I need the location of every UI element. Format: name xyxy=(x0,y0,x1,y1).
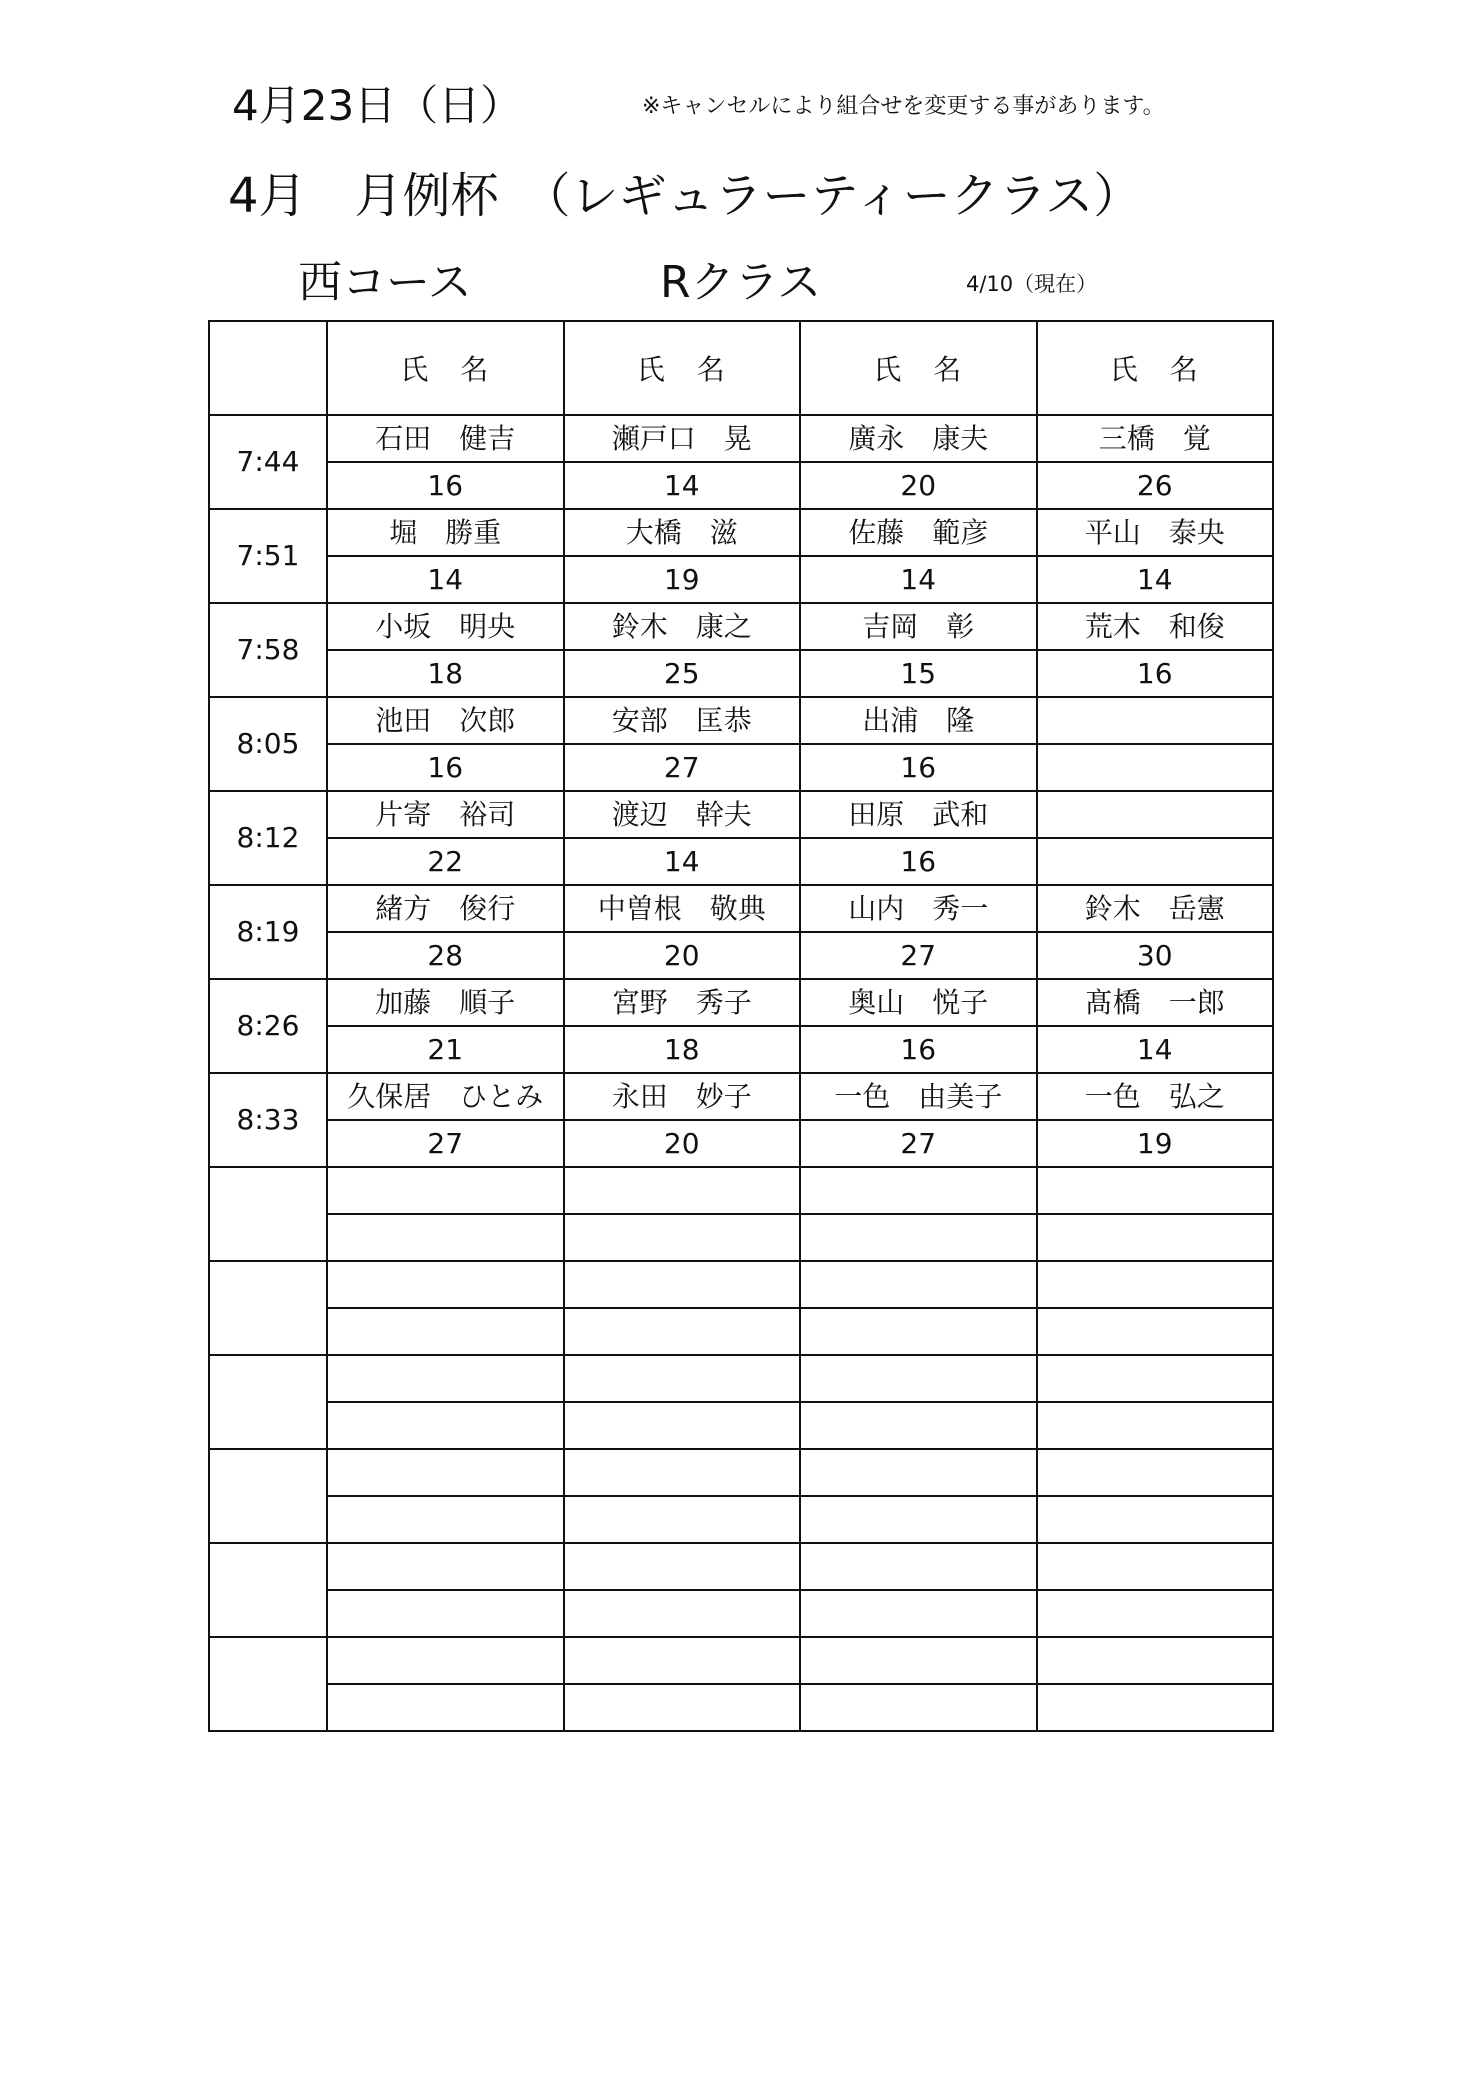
player-name-cell xyxy=(327,1449,564,1496)
tee-time-cell: 8:05 xyxy=(209,697,327,791)
player-name-cell xyxy=(1037,1543,1274,1590)
handicap-cell xyxy=(800,1590,1037,1637)
player-name-cell: 田原 武和 xyxy=(800,791,1037,838)
handicap-cell: 27 xyxy=(327,1120,564,1167)
player-name-cell xyxy=(800,1261,1037,1308)
table-row xyxy=(209,509,1273,556)
handicap-cell xyxy=(327,1214,564,1261)
name-column-header: 氏 名 xyxy=(800,321,1037,415)
handicap-cell: 26 xyxy=(1037,462,1274,509)
handicap-cell: 18 xyxy=(564,1026,801,1073)
player-name-cell xyxy=(327,1543,564,1590)
table-row xyxy=(209,1355,1273,1402)
handicap-cell: 20 xyxy=(564,1120,801,1167)
as-of-date: 4/10（現在） xyxy=(966,272,1098,296)
handicap-cell xyxy=(1037,838,1274,885)
handicap-cell: 27 xyxy=(800,1120,1037,1167)
player-name-cell: 奥山 悦子 xyxy=(800,979,1037,1026)
player-name-cell: 久保居 ひとみ xyxy=(327,1073,564,1120)
player-name-cell: 中曽根 敬典 xyxy=(564,885,801,932)
table-row xyxy=(209,838,1273,885)
handicap-cell xyxy=(564,1402,801,1449)
handicap-cell xyxy=(1037,1402,1274,1449)
player-name-cell: 鈴木 康之 xyxy=(564,603,801,650)
player-name-cell: 石田 健吉 xyxy=(327,415,564,462)
table-row xyxy=(209,462,1273,509)
player-name-cell xyxy=(1037,791,1274,838)
player-name-cell: 瀬戸口 晃 xyxy=(564,415,801,462)
player-name-cell xyxy=(564,1167,801,1214)
table-row xyxy=(209,744,1273,791)
table-row xyxy=(209,932,1273,979)
handicap-cell xyxy=(564,1684,801,1731)
handicap-cell: 19 xyxy=(564,556,801,603)
player-name-cell: 堀 勝重 xyxy=(327,509,564,556)
handicap-cell xyxy=(564,1214,801,1261)
player-name-cell: 加藤 順子 xyxy=(327,979,564,1026)
player-name-cell: 大橋 滋 xyxy=(564,509,801,556)
handicap-cell xyxy=(327,1496,564,1543)
handicap-cell: 14 xyxy=(564,462,801,509)
player-name-cell: 小坂 明央 xyxy=(327,603,564,650)
player-name-cell xyxy=(800,1637,1037,1684)
player-name-cell: 一色 由美子 xyxy=(800,1073,1037,1120)
player-name-cell xyxy=(1037,1261,1274,1308)
handicap-cell xyxy=(564,1308,801,1355)
tee-time-cell xyxy=(209,1167,327,1261)
handicap-cell xyxy=(800,1308,1037,1355)
name-column-header: 氏 名 xyxy=(327,321,564,415)
table-row xyxy=(209,1026,1273,1073)
time-column-header xyxy=(209,321,327,415)
table-row xyxy=(209,1261,1273,1308)
table-body xyxy=(209,415,1273,1731)
tee-time-cell: 8:12 xyxy=(209,791,327,885)
handicap-cell xyxy=(1037,1214,1274,1261)
player-name-cell xyxy=(564,1637,801,1684)
player-name-cell xyxy=(564,1543,801,1590)
handicap-cell xyxy=(1037,1496,1274,1543)
tee-time-cell xyxy=(209,1637,327,1731)
player-name-cell: 荒木 和俊 xyxy=(1037,603,1274,650)
tee-time-cell: 8:26 xyxy=(209,979,327,1073)
tee-time-cell xyxy=(209,1355,327,1449)
handicap-cell xyxy=(800,1214,1037,1261)
player-name-cell: 平山 泰央 xyxy=(1037,509,1274,556)
handicap-cell: 14 xyxy=(564,838,801,885)
tee-time-cell: 8:19 xyxy=(209,885,327,979)
player-name-cell xyxy=(1037,1637,1274,1684)
handicap-cell xyxy=(800,1684,1037,1731)
handicap-cell: 14 xyxy=(1037,1026,1274,1073)
name-column-header: 氏 名 xyxy=(564,321,801,415)
player-name-cell xyxy=(564,1449,801,1496)
table-row xyxy=(209,1120,1273,1167)
player-name-cell: 鈴木 岳憲 xyxy=(1037,885,1274,932)
player-name-cell: 緒方 俊行 xyxy=(327,885,564,932)
player-name-cell xyxy=(564,1261,801,1308)
player-name-cell xyxy=(564,1355,801,1402)
table-row xyxy=(209,556,1273,603)
player-name-cell: 三橋 覚 xyxy=(1037,415,1274,462)
handicap-cell: 16 xyxy=(1037,650,1274,697)
handicap-cell: 15 xyxy=(800,650,1037,697)
player-name-cell: 廣永 康夫 xyxy=(800,415,1037,462)
class-label: Rクラス xyxy=(660,257,822,308)
page-title: 4月 月例杯 （レギュラーティークラス） xyxy=(228,168,1142,224)
handicap-cell: 16 xyxy=(327,462,564,509)
tee-time-table xyxy=(208,320,1274,1732)
player-name-cell: 宮野 秀子 xyxy=(564,979,801,1026)
table-row xyxy=(209,603,1273,650)
player-name-cell xyxy=(800,1543,1037,1590)
handicap-cell xyxy=(800,1402,1037,1449)
handicap-cell: 18 xyxy=(327,650,564,697)
handicap-cell: 25 xyxy=(564,650,801,697)
handicap-cell xyxy=(1037,1308,1274,1355)
player-name-cell xyxy=(1037,697,1274,744)
table-row xyxy=(209,1590,1273,1637)
handicap-cell xyxy=(1037,1590,1274,1637)
player-name-cell: 髙橋 一郎 xyxy=(1037,979,1274,1026)
tee-time-cell xyxy=(209,1449,327,1543)
player-name-cell xyxy=(327,1637,564,1684)
player-name-cell: 吉岡 彰 xyxy=(800,603,1037,650)
table-row xyxy=(209,1543,1273,1590)
table-header-row xyxy=(209,321,1273,415)
player-name-cell xyxy=(327,1355,564,1402)
handicap-cell xyxy=(800,1496,1037,1543)
table-row xyxy=(209,791,1273,838)
table-row xyxy=(209,1308,1273,1355)
player-name-cell xyxy=(800,1355,1037,1402)
player-name-cell xyxy=(1037,1167,1274,1214)
table-row xyxy=(209,1167,1273,1214)
player-name-cell: 一色 弘之 xyxy=(1037,1073,1274,1120)
cancellation-notice: ※キャンセルにより組合せを変更する事があります。 xyxy=(642,94,1165,119)
player-name-cell: 渡辺 幹夫 xyxy=(564,791,801,838)
player-name-cell xyxy=(800,1167,1037,1214)
tee-time-cell: 7:44 xyxy=(209,415,327,509)
handicap-cell: 16 xyxy=(800,838,1037,885)
handicap-cell: 30 xyxy=(1037,932,1274,979)
table-row xyxy=(209,1402,1273,1449)
tee-time-cell xyxy=(209,1543,327,1637)
player-name-cell: 片寄 裕司 xyxy=(327,791,564,838)
player-name-cell: 永田 妙子 xyxy=(564,1073,801,1120)
handicap-cell: 28 xyxy=(327,932,564,979)
player-name-cell: 佐藤 範彦 xyxy=(800,509,1037,556)
handicap-cell: 14 xyxy=(800,556,1037,603)
handicap-cell: 27 xyxy=(800,932,1037,979)
handicap-cell xyxy=(1037,744,1274,791)
table-row xyxy=(209,650,1273,697)
table-row xyxy=(209,1073,1273,1120)
tee-time-cell: 7:51 xyxy=(209,509,327,603)
player-name-cell xyxy=(800,1449,1037,1496)
event-date: 4月23日（日） xyxy=(232,81,523,130)
table-row xyxy=(209,885,1273,932)
player-name-cell xyxy=(1037,1355,1274,1402)
player-name-cell: 池田 次郎 xyxy=(327,697,564,744)
tee-time-cell: 8:33 xyxy=(209,1073,327,1167)
player-name-cell xyxy=(327,1167,564,1214)
handicap-cell: 14 xyxy=(327,556,564,603)
player-name-cell xyxy=(1037,1449,1274,1496)
handicap-cell xyxy=(327,1684,564,1731)
table-row xyxy=(209,1214,1273,1261)
table-row xyxy=(209,1496,1273,1543)
handicap-cell xyxy=(327,1402,564,1449)
table-row xyxy=(209,1449,1273,1496)
handicap-cell xyxy=(564,1590,801,1637)
handicap-cell: 19 xyxy=(1037,1120,1274,1167)
player-name-cell: 出浦 隆 xyxy=(800,697,1037,744)
course-name: 西コース xyxy=(298,257,472,308)
player-name-cell: 山内 秀一 xyxy=(800,885,1037,932)
handicap-cell: 20 xyxy=(564,932,801,979)
tee-time-cell xyxy=(209,1261,327,1355)
name-column-header: 氏 名 xyxy=(1037,321,1274,415)
handicap-cell: 16 xyxy=(800,1026,1037,1073)
handicap-cell: 16 xyxy=(800,744,1037,791)
handicap-cell: 21 xyxy=(327,1026,564,1073)
handicap-cell xyxy=(327,1590,564,1637)
table-row xyxy=(209,1637,1273,1684)
handicap-cell: 20 xyxy=(800,462,1037,509)
handicap-cell: 27 xyxy=(564,744,801,791)
handicap-cell: 14 xyxy=(1037,556,1274,603)
handicap-cell xyxy=(564,1496,801,1543)
table-row xyxy=(209,697,1273,744)
handicap-cell: 22 xyxy=(327,838,564,885)
table-row xyxy=(209,1684,1273,1731)
handicap-cell: 16 xyxy=(327,744,564,791)
tee-time-cell: 7:58 xyxy=(209,603,327,697)
table-row xyxy=(209,415,1273,462)
player-name-cell: 安部 匡恭 xyxy=(564,697,801,744)
handicap-cell xyxy=(1037,1684,1274,1731)
player-name-cell xyxy=(327,1261,564,1308)
table-row xyxy=(209,979,1273,1026)
handicap-cell xyxy=(327,1308,564,1355)
